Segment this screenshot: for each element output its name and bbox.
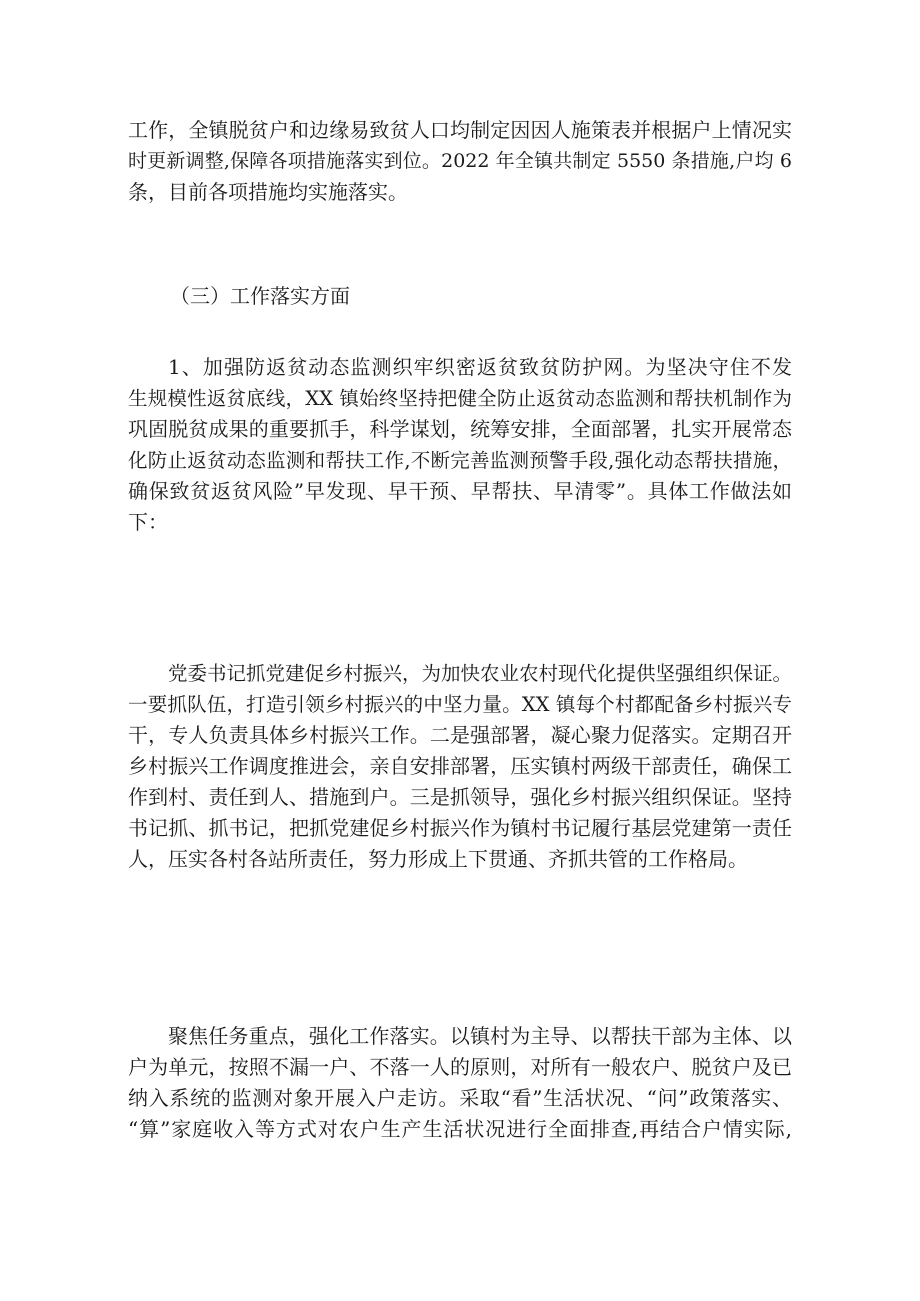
text-line: 巩固脱贫成果的重要抓手，科学谋划，统筹安排，全面部署，扎实开展常态: [128, 417, 792, 441]
text-line: 1、加强防返贫动态监测织牢织密返贫致贫防护网。为坚决守住不发: [168, 355, 792, 379]
text-line: 下：: [128, 510, 168, 534]
text-line: 作到村、责任到人、措施到户。三是抓领导，强化乡村振兴组织保证。坚持: [128, 785, 792, 809]
text-line: 条，目前各项措施均实施落实。: [128, 180, 408, 204]
text-line: 化防止返贫动态监测和帮扶工作,不断完善监测预警手段,强化动态帮扶措施，: [128, 449, 792, 472]
text-line: 聚焦任务重点，强化工作落实。以镇村为主导、以帮扶干部为主体、以: [168, 1024, 792, 1048]
section-heading: [128, 281, 792, 312]
heading-text: （三）工作落实方面: [170, 284, 350, 308]
text-line: “算”家庭收入等方式对农户生产生活状况进行全面排查,再结合户情实际,: [128, 1117, 792, 1141]
text-line: 干，专人负责具体乡村振兴工作。二是强部署，凝心聚力促落实。定期召开: [128, 723, 792, 747]
text-line: 党委书记抓党建促乡村振兴，为加快农业农村现代化提供坚强组织保证。: [168, 662, 793, 685]
paragraph-task-focus: [128, 1021, 792, 1145]
text-line: 工作，全镇脱贫户和边缘易致贫人口均制定因因人施策表并根据户上情况实: [128, 118, 792, 142]
text-line: 书记抓、抓书记，把抓党建促乡村振兴作为镇村书记履行基层党建第一责任: [128, 816, 792, 840]
paragraph-monitoring: [128, 352, 792, 538]
text-line: 户为单元，按照不漏一户、不落一人的原则，对所有一般农户、脱贫户及已: [128, 1055, 792, 1079]
text-line: 纳入系统的监测对象开展入户走访。采取“看”生活状况、“问”政策落实、: [128, 1086, 792, 1110]
paragraph-party-building: [128, 658, 792, 875]
text-line: 时更新调整,保障各项措施落实到位。2022 年全镇共制定 5550 条措施,户均 6: [128, 150, 792, 172]
text-line: 生规模性返贫底线，XX 镇始终坚持把健全防止返贫动态监测和帮扶机制作为: [128, 387, 792, 410]
paragraph-continuation: [128, 115, 792, 208]
text-line: 一要抓队伍，打造引领乡村振兴的中坚力量。XX 镇每个村都配备乡村振兴专: [128, 693, 792, 716]
text-line: 确保致贫返贫风险”早发现、早干预、早帮扶、早清零”。具体工作做法如: [128, 479, 792, 503]
text-line: 人，压实各村各站所责任，努力形成上下贯通、齐抓共管的工作格局。: [128, 847, 748, 871]
text-line: 乡村振兴工作调度推进会，亲自安排部署，压实镇村两级干部责任，确保工: [128, 754, 792, 778]
